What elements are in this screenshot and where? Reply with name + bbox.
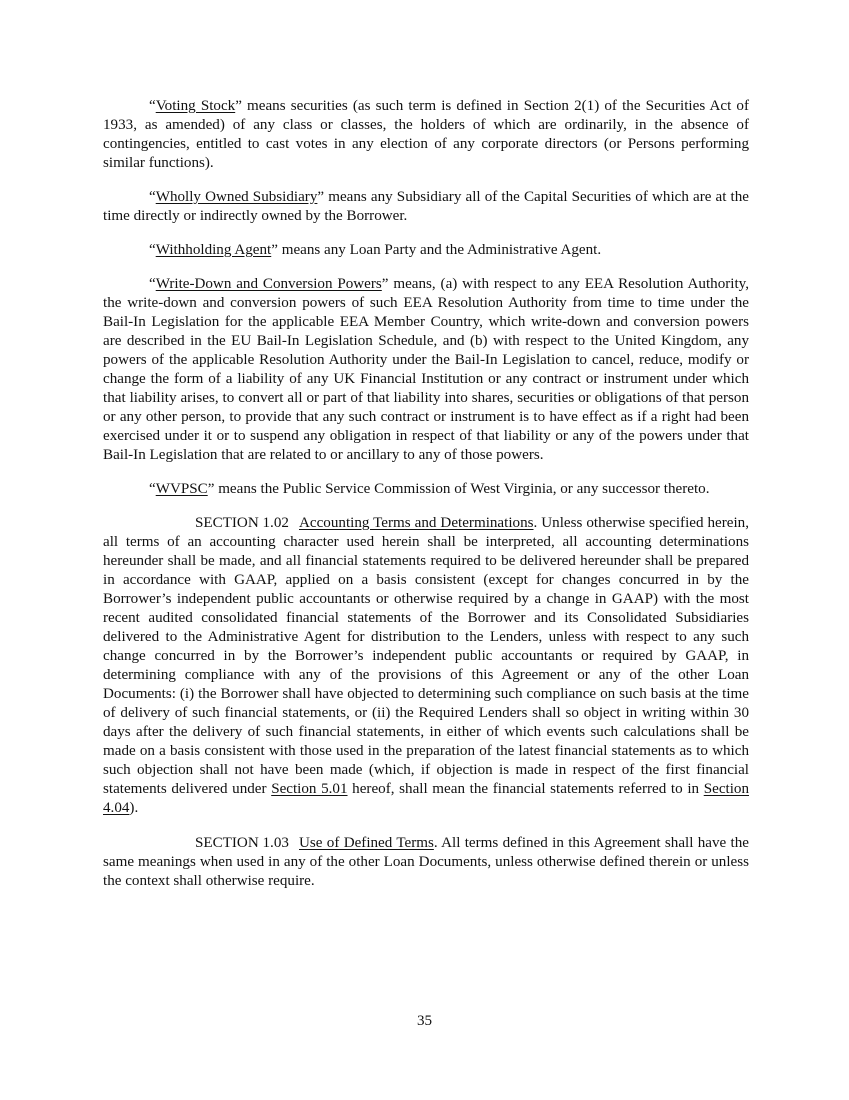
defined-term: Write-Down and Conversion Powers: [155, 276, 382, 292]
defined-term: Wholly Owned Subsidiary: [155, 189, 318, 205]
section-heading: Use of Defined Terms: [299, 835, 434, 851]
defined-term: Voting Stock: [155, 98, 236, 114]
definition-withholding-agent: “Withholding Agent” means any Loan Party and the Administrative Agent.: [149, 242, 602, 258]
section-1-03: SECTION 1.03 Use of Defined Terms. All terms defined in this Agreement shall have the same meanings when used in any of the other Loan Documents, unless otherwise defined therein or unless the context shall otherwise require.: [103, 835, 749, 889]
section-reference-link: Section 5.01: [271, 781, 348, 797]
section-1-02: SECTION 1.02 Accounting Terms and Determinations. Unless otherwise specified herein, all terms of an accounting character used herein shall be interpreted, all accounting determinations hereunder shall be made, and all financial statements required to be delivered hereunder shall be prepared in accordance with GAAP, applied on a basis consistent (except for changes concurred in by the Borrower’s independent public accountants or otherwise required by a change in GAAP) with the most recent audited consolidated financial statements of the Borrower and its Consolidated Subsidiaries delivered to the Administrative Agent for distribution to the Lenders, unless with respect to any such change concurred in by the Borrower’s independent public accountants or required by GAAP, in determining compliance with any of the provisions of this Agreement or any of the other Loan Documents: (i) the Borrower shall have objected to determining such compliance on such basis at the time of delivery of such financial statements, or (ii) the Required Lenders shall so object in writing within 30 days after the delivery of such financial statements, in either of which events such calculations shall be made on a basis consistent with those used in the preparation of the latest financial statements as to which such objection shall not have been made (which, if objection is made in respect of the first financial statements delivered under Section 5.01 hereof, shall mean the financial statements referred to in Section 4.04).: [103, 515, 749, 816]
defined-term: WVPSC: [155, 481, 208, 497]
definition-write-down-powers: “Write-Down and Conversion Powers” means, (a) with respect to any EEA Resolution Authority, the write-down and conversion powers of such EEA Resolution Authority from time to time under the Bail-In Legislation for the applicable EEA Member Country, which write-down and conversion powers are described in the EU Bail-In Legislation Schedule, and (b) with respect to the United Kingdom, any powers of the applicable Resolution Authority under the Bail-In Legislation to cancel, reduce, modify or change the form of a liability of any UK Financial Institution or any contract or instrument under which that liability arises, to convert all or part of that liability into shares, securities or obligations of that person or any other person, to provide that any such contract or instrument is to have effect as if a right had been exercised under it or to suspend any obligation in respect of that liability or any of the powers under that Bail-In Legislation that are related to or ancillary to any of those powers.: [103, 276, 749, 463]
definition-text: means the Public Service Commission of West Virginia, or any successor thereto.: [214, 481, 710, 497]
defined-term: Withholding Agent: [155, 242, 272, 258]
section-heading: Accounting Terms and Determinations: [299, 515, 534, 531]
section-number: SECTION 1.02: [195, 515, 289, 531]
definition-text: means, (a) with respect to any EEA Resolution Authority, the write-down and conversion powers of such EEA Resolution Authority from time to time under the Bail-In Legislation for the applicable EEA Member Country, which write-down and conversion powers are described in the EU Bail-In Legislation Schedule, and (b) with respect to the United Kingdom, any powers of the applicable Resolution Authority under the Bail-In Legislation to cancel, reduce, modify or change the form of a liability of any UK Financial Institution or any contract or instrument under which that liability arises, to convert all or part of that liability into shares, securities or obligations of that person or any other person, to provide that any such contract or instrument is to have effect as if a right had been exercised under it or to suspend any obligation in respect of that liability or any of the powers under that Bail-In Legislation that are related to or ancillary to any of those powers.: [103, 276, 749, 463]
definition-text: means any Loan Party and the Administrative Agent.: [277, 242, 602, 258]
definition-voting-stock: “Voting Stock” means securities (as such term is defined in Section 2(1) of the Securities Act of 1933, as amended) of any class or classes, the holders of which are ordinarily, in the absence of contingencies, entitled to cast votes in any election of any corporate directors (or Persons performing similar functions).: [103, 98, 749, 171]
page-number: 35: [416, 1013, 433, 1029]
definition-text: means any Subsidiary all of the Capital Securities of which are at the time directly or indirectly owned by the Borrower.: [103, 189, 749, 224]
definition-text: means securities (as such term is defined in Section 2(1) of the Securities Act of 1933, as amended) of any class or classes, the holders of which are ordinarily, in the absence of contingencies, entitled to cast votes in any election of any corporate directors (or Persons performing similar functions).: [103, 98, 749, 171]
definition-wvpsc: “WVPSC” means the Public Service Commission of West Virginia, or any successor thereto.: [149, 481, 710, 497]
section-reference-link: Section 4.04: [103, 781, 749, 816]
section-number: SECTION 1.03: [195, 835, 289, 851]
document-page: [103, 97, 749, 907]
definition-wholly-owned-subsidiary: “Wholly Owned Subsidiary” means any Subsidiary all of the Capital Securities of which are at the time directly or indirectly owned by the Borrower.: [103, 189, 749, 224]
